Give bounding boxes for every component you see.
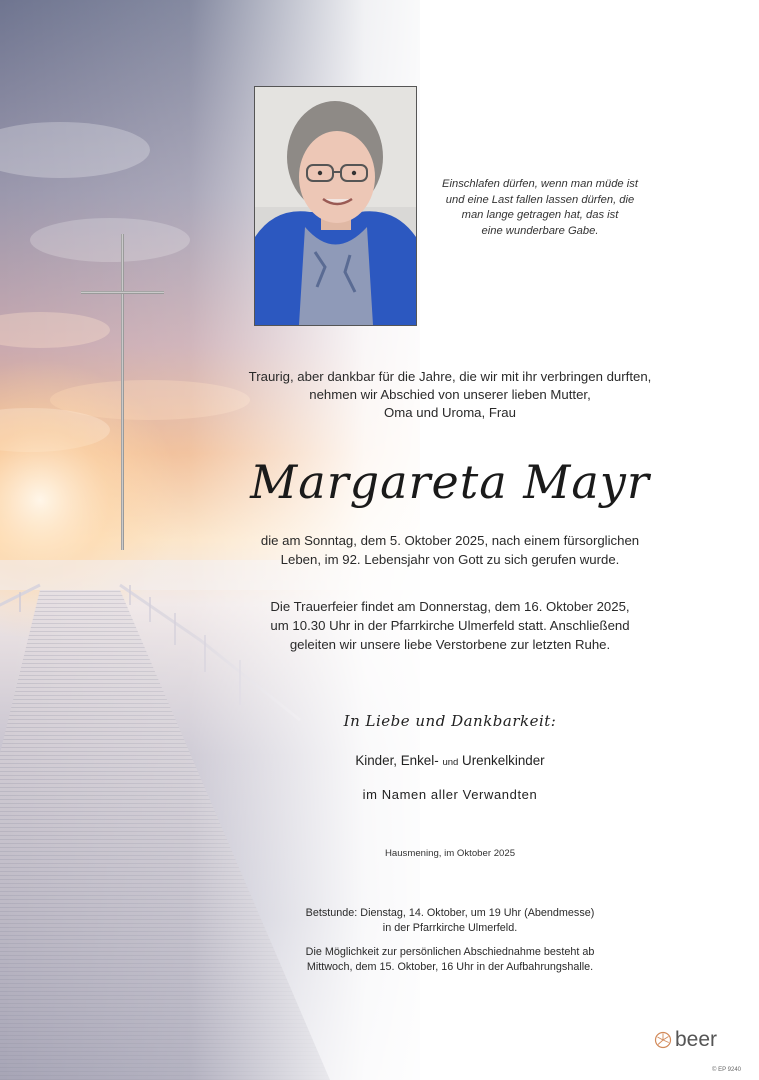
quote-line: man lange getragen hat, das ist [461, 209, 619, 221]
death-notice-text [180, 531, 720, 569]
cross-icon-bar [81, 291, 164, 294]
portrait-photo [254, 86, 417, 326]
intro-line: nehmen wir Abschied von unserer lieben Mutter, [309, 387, 591, 402]
family-conjunction: und [442, 757, 459, 768]
cross-icon [121, 234, 124, 550]
print-code: © EP 9240 [712, 1067, 741, 1073]
prayer-hour [180, 906, 720, 935]
family-part1: Kinder, Enkel- [355, 753, 439, 768]
place-date: Hausmening, im Oktober 2025 [384, 848, 516, 859]
farewell-info [180, 945, 720, 974]
farewell-line: Die Möglichkeit zur persönlichen Abschiednahme besteht ab [305, 946, 595, 958]
quote-line: und eine Last fallen lassen dürfen, die [445, 193, 635, 206]
quote [420, 177, 660, 239]
funeral-line: um 10.30 Uhr in der Pfarrkirche Ulmerfeld statt. Anschließend [270, 618, 630, 633]
quote-line: Einschlafen dürfen, wenn man müde ist [442, 178, 638, 190]
prayer-line: Betstunde: Dienstag, 14. Oktober, um 19 Uhr (Abendmesse) [305, 907, 595, 919]
intro-text [180, 368, 720, 422]
farewell-line: Mittwoch, dem 15. Oktober, 16 Uhr in der Aufbahrungshalle. [306, 960, 594, 973]
family-part2: Urenkelkinder [462, 753, 545, 768]
quote-line: eine wunderbare Gabe. [481, 224, 599, 237]
prayer-line: in der Pfarrkirche Ulmerfeld. [382, 921, 518, 934]
beer-logo [654, 1028, 734, 1054]
death-line: Leben, im 92. Lebensjahr von Gott zu sich gerufen wurde. [280, 552, 620, 567]
logo-text: beer [675, 1028, 718, 1051]
family-members [180, 751, 720, 773]
deceased-name: Margareta Mayr [250, 455, 650, 509]
funeral-text [180, 597, 720, 654]
dandelion-icon [654, 1031, 672, 1049]
intro-line: Traurig, aber dankbar für die Jahre, die wir mit ihr verbringen durften, [248, 369, 652, 384]
death-line: die am Sonntag, dem 5. Oktober 2025, nach einem fürsorglichen [260, 533, 640, 548]
intro-line: Oma und Uroma, Frau [384, 405, 516, 420]
funeral-line: Die Trauerfeier findet am Donnerstag, dem 16. Oktober 2025, [270, 599, 630, 614]
relatives-line: im Namen aller Verwandten [362, 787, 538, 802]
funeral-line: geleiten wir unsere liebe Verstorbene zur letzten Ruhe. [289, 637, 611, 652]
love-gratitude-heading: In Liebe und Dankbarkeit: [343, 712, 557, 730]
